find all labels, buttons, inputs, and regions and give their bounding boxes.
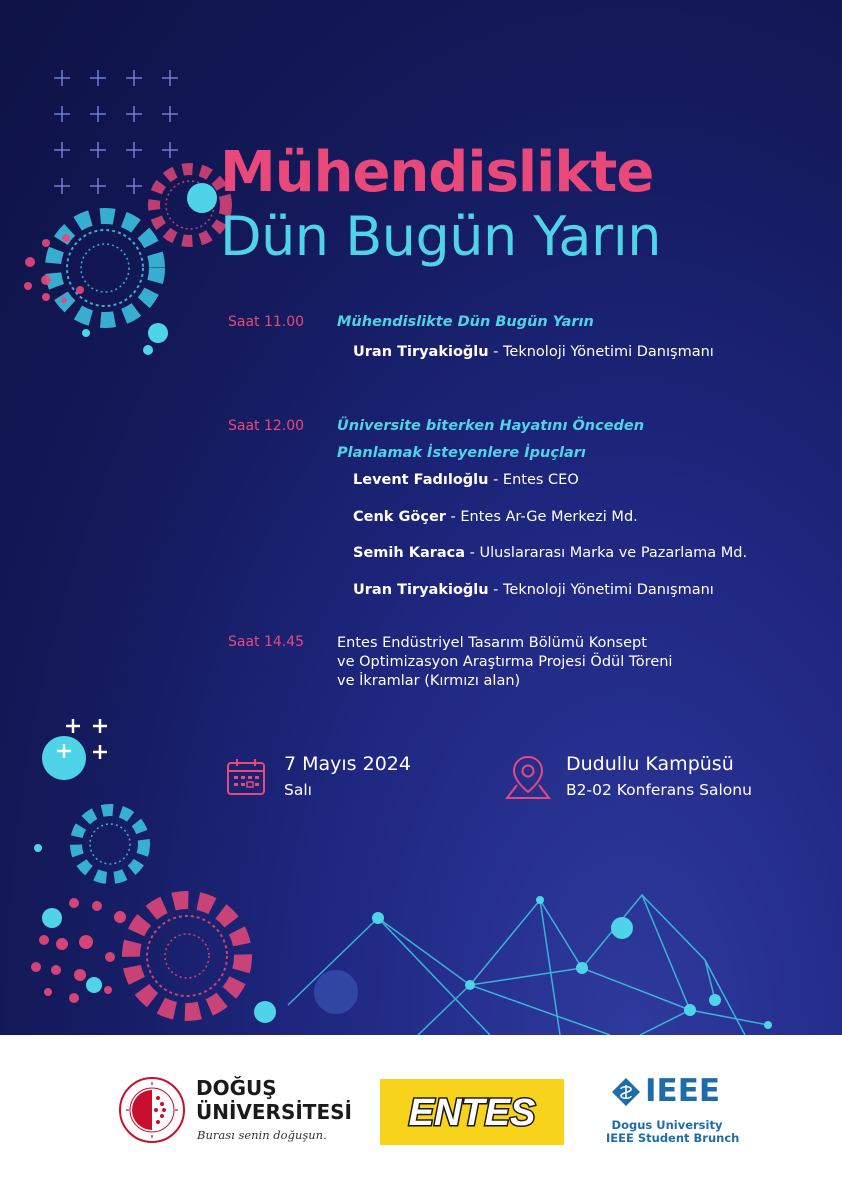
schedule-topic: Planlamak İsteyenlere İpuçları <box>337 445 586 461</box>
location-pin-icon <box>504 754 552 800</box>
calendar-icon <box>226 758 266 796</box>
speaker-role: - Teknoloji Yönetimi Danışmanı <box>488 344 714 360</box>
dogus-name-line-1: DOĞUŞ <box>196 1076 277 1100</box>
speaker-name: Levent Fadıloğlu <box>353 472 489 488</box>
ieee-sub-line-2: IEEE Student Brunch <box>606 1131 740 1145</box>
schedule-time: Saat 14.45 <box>228 634 305 650</box>
plus-grid-icon <box>54 70 178 194</box>
title-line-1: Mühendislikte <box>220 140 654 205</box>
speaker-name: Uran Tiryakioğlu <box>353 344 489 360</box>
speaker-name: Uran Tiryakioğlu <box>353 582 489 598</box>
title-line-2: Dün Bugün Yarın <box>220 205 661 268</box>
ieee-wordmark: IEEE <box>645 1073 721 1109</box>
speaker <box>353 472 579 488</box>
dogus-name-line-2: ÜNİVERSİTESİ <box>196 1100 352 1124</box>
event-room: B2-02 Konferans Salonu <box>566 781 752 799</box>
network-graphic <box>288 895 768 1035</box>
event-campus: Dudullu Kampüsü <box>566 753 734 775</box>
speaker-name: Semih Karaca <box>353 545 466 561</box>
schedule-topic: Mühendislikte Dün Bugün Yarın <box>337 314 594 330</box>
schedule-topic: Üniversite biterken Hayatını Önceden <box>337 418 645 434</box>
event-date: 7 Mayıs 2024 <box>284 753 411 775</box>
schedule-description <box>337 634 737 691</box>
ieee-sub-line-1: Dogus University <box>611 1118 723 1132</box>
sponsor-footer <box>0 1035 842 1191</box>
svg-text:ENTES: ENTES <box>408 1092 536 1134</box>
speaker-role: - Entes CEO <box>488 472 579 488</box>
speaker <box>353 582 714 598</box>
gear-icon <box>53 216 157 320</box>
dogus-university-seal-logo <box>118 1076 186 1144</box>
description-line: Entes Endüstriyel Tasarım Bölümü Konsept <box>337 635 647 651</box>
description-line: ve İkramlar (Kırmızı alan) <box>337 673 521 689</box>
gear-icon <box>76 810 144 878</box>
speaker <box>353 344 714 360</box>
speaker-name: Cenk Göçer <box>353 509 446 525</box>
speaker-role: - Entes Ar-Ge Merkezi Md. <box>445 509 638 525</box>
speaker-role: - Teknoloji Yönetimi Danışmanı <box>488 582 714 598</box>
dogus-slogan: Burası senin doğuşun. <box>197 1128 327 1142</box>
speaker <box>353 545 747 561</box>
entes-logo <box>380 1079 564 1145</box>
description-line: ve Optimizasyon Araştırma Projesi Ödül Töreni <box>337 654 673 670</box>
event-day: Salı <box>284 781 312 799</box>
speaker <box>353 509 638 525</box>
ieee-diamond-icon <box>611 1077 641 1107</box>
speaker-role: - Uluslararası Marka ve Pazarlama Md. <box>465 545 748 561</box>
schedule-time: Saat 11.00 <box>228 314 305 330</box>
schedule-time: Saat 12.00 <box>228 418 305 434</box>
gear-icon <box>131 900 243 1012</box>
